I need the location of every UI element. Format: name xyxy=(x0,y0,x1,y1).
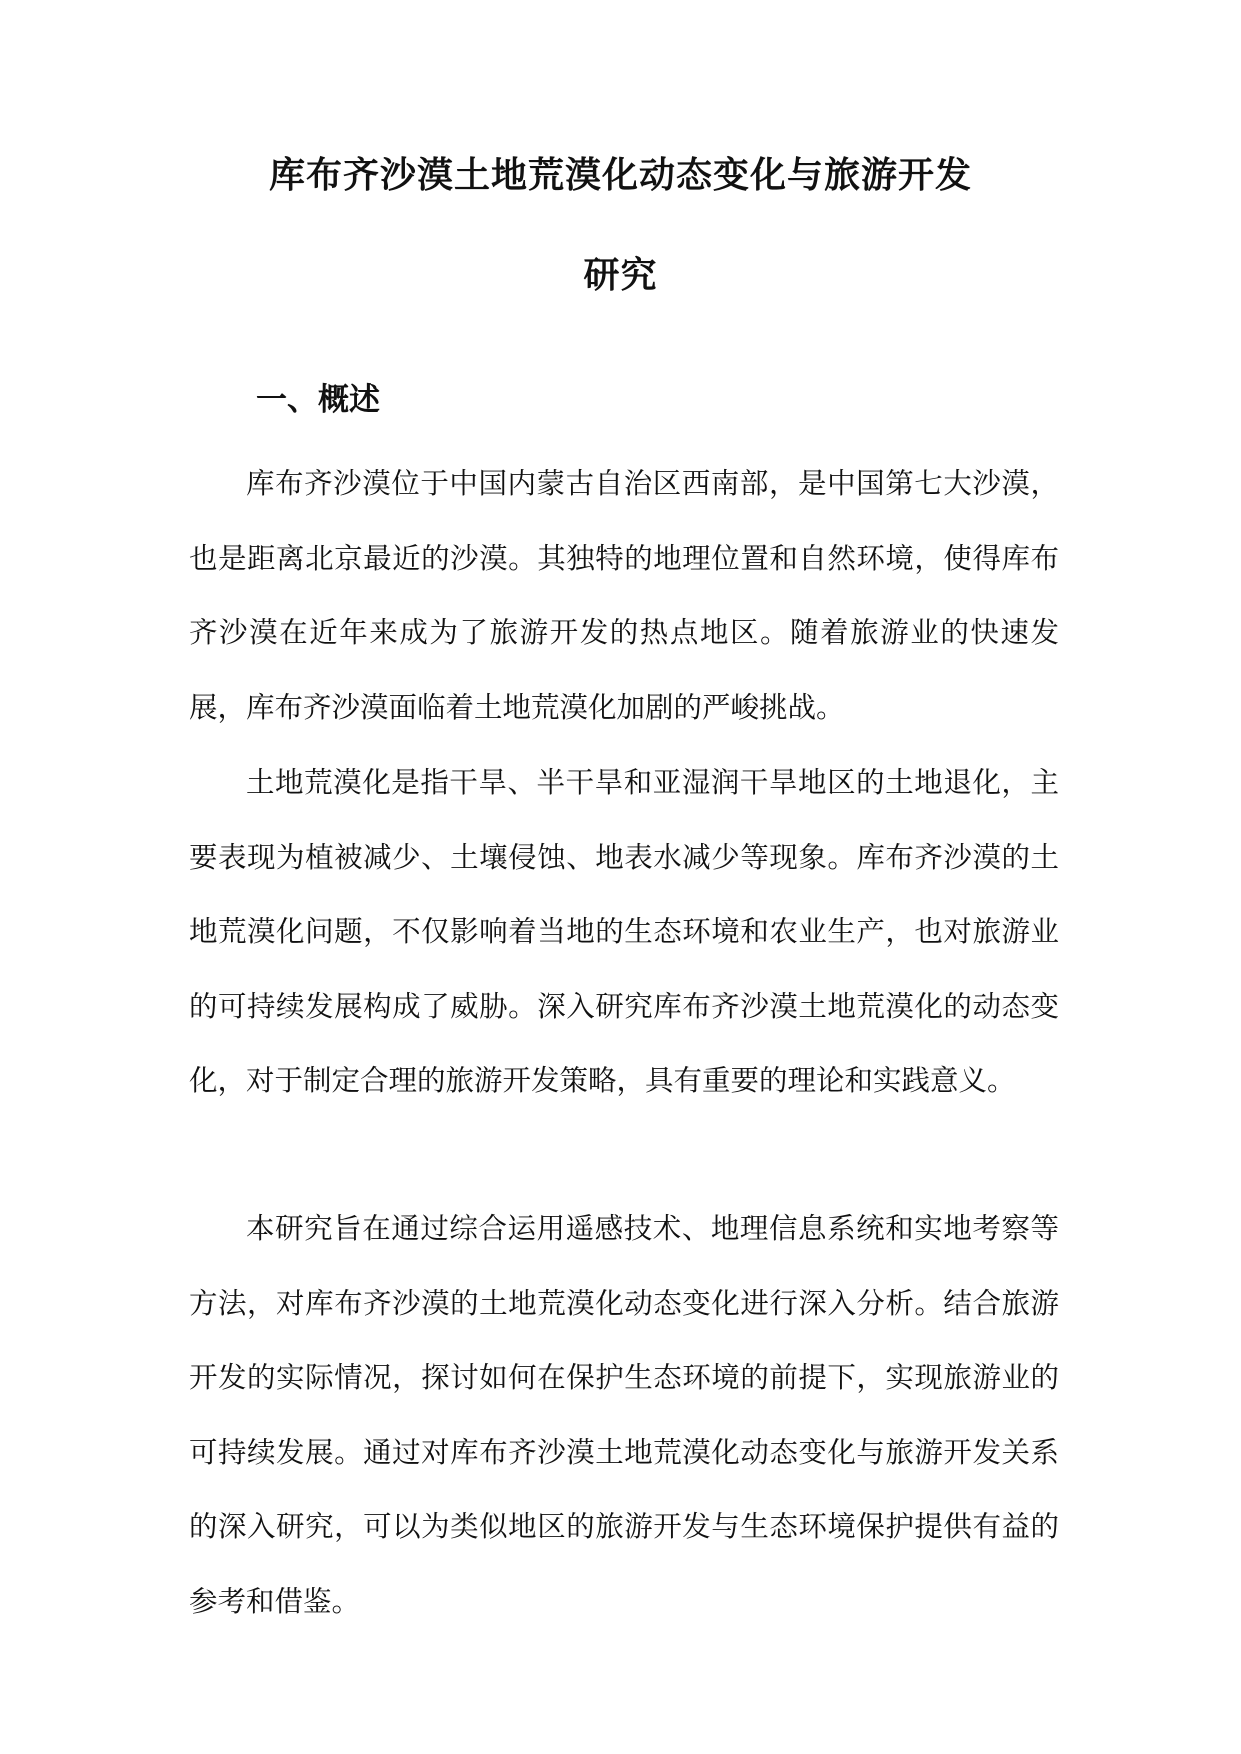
section-heading: 一、概述 xyxy=(256,382,380,418)
paragraph-2: 土地荒漠化是指干旱、半干旱和亚湿润干旱地区的土地退化，主要表现为植被减少、土壤侵蚀、地表水减少等现象。库布齐沙漠的土地荒漠化问题，不仅影响着当地的生态环境和农业生产，也对旅游业的可持续发展构成了威胁。深入研究库布齐沙漠土地荒漠化的动态变化，对于制定合理的旅游开发策略，具有重要的理论和实践意义。 xyxy=(189,766,1059,1097)
document-title-line-2: 研究 xyxy=(583,255,658,296)
paragraph-3: 本研究旨在通过综合运用遥感技术、地理信息系统和实地考察等方法，对库布齐沙漠的土地荒漠化动态变化进行深入分析。结合旅游开发的实际情况，探讨如何在保护生态环境的前提下，实现旅游业的可持续发展。通过对库布齐沙漠土地荒漠化动态变化与旅游开发关系的深入研究，可以为类似地区的旅游开发与生态环境保护提供有益的参考和借鉴。 xyxy=(189,1212,1059,1618)
paragraph-1: 库布齐沙漠位于中国内蒙古自治区西南部，是中国第七大沙漠，也是距离北京最近的沙漠。其独特的地理位置和自然环境，使得库布齐沙漠在近年来成为了旅游开发的热点地区。随着旅游业的快速发展，库布齐沙漠面临着土地荒漠化加剧的严峻挑战。 xyxy=(189,467,1059,724)
document-title-line-1: 库布齐沙漠土地荒漠化动态变化与旅游开发 xyxy=(268,155,972,196)
